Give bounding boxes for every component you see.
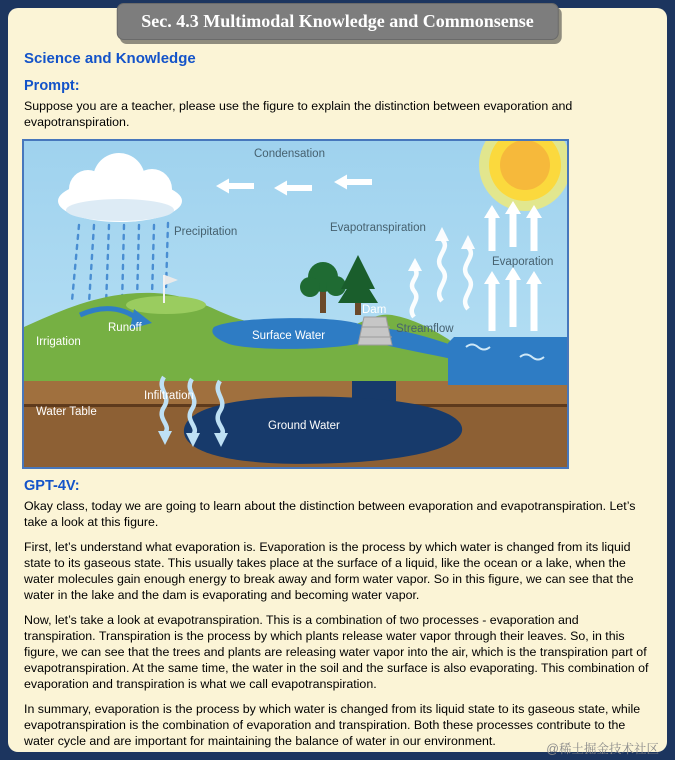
gpt4v-paragraph: Okay class, today we are going to learn about the distinction between evaporation and evapotranspiration. Let’s take a look at this figure. bbox=[24, 499, 636, 529]
water-cycle-figure bbox=[22, 139, 569, 469]
sea bbox=[448, 337, 567, 385]
irrigation-label: Irrigation bbox=[36, 336, 81, 348]
runoff-label: Runoff bbox=[108, 322, 142, 334]
gpt4v-response-section bbox=[16, 478, 659, 749]
prompt-label: Prompt: bbox=[24, 78, 80, 94]
surface-water-label: Surface Water bbox=[252, 330, 326, 342]
dam-structure bbox=[358, 317, 392, 345]
section-title-badge bbox=[116, 3, 559, 40]
section-title: Sec. 4.3 Multimodal Knowledge and Commonsense bbox=[141, 11, 534, 31]
prompt-text: Suppose you are a teacher, please use the figure to explain the distinction between evaporation and evapotranspiration. bbox=[24, 99, 573, 129]
water-table-label: Water Table bbox=[36, 406, 97, 418]
ground-water-label: Ground Water bbox=[268, 420, 340, 432]
evaporation-label: Evaporation bbox=[492, 256, 554, 268]
dam-label: Dam bbox=[362, 304, 387, 316]
watermark: @稀土掘金技术社区 bbox=[546, 742, 659, 756]
water-cycle-diagram bbox=[24, 141, 567, 467]
evapotranspiration-label: Evapotranspiration bbox=[330, 222, 426, 234]
infiltration-label: Infiltration bbox=[144, 390, 194, 402]
gpt4v-paragraph: First, let’s understand what evaporation is. Evaporation is the process by which water is changed from its liquid state to its gaseous state. This usually takes place at the surface of a liquid, like the ocean or a lake, when the water molecules gain enough energy to break away and form water vapor. So in this figure, we can see that the water in the lake and the dam is evaporating and becoming water vapor. bbox=[24, 540, 634, 602]
gpt4v-paragraph: Now, let’s take a look at evapotranspiration. This is a combination of two processes - evaporation and transpiration. Transpiration is the process by which plants release water vapor through their leaves. So, in this figure, we can see that the trees and plants are releasing water vapor into the air, which is the transpiration part of evapotranspiration. At the same time, the water in the soil and the surface is also evaporating. This combination of evaporation and transpiration is what we call evapotranspiration. bbox=[24, 613, 649, 691]
gpt4v-label: GPT-4V: bbox=[24, 478, 80, 494]
gpt4v-paragraph: In summary, evaporation is the process by which water is changed from its liquid state to its gaseous state, while evapotranspiration is the combination of evaporation and transpiration. Both these processes contribute to the water cycle and are important for maintaining the balance of water in our environment. bbox=[24, 702, 641, 748]
condensation-label: Condensation bbox=[254, 148, 325, 160]
streamflow-label: Streamflow bbox=[396, 323, 454, 335]
category-heading: Science and Knowledge bbox=[24, 50, 196, 67]
golf-green bbox=[126, 296, 206, 314]
content-panel bbox=[8, 8, 667, 752]
precipitation-label: Precipitation bbox=[174, 226, 238, 238]
